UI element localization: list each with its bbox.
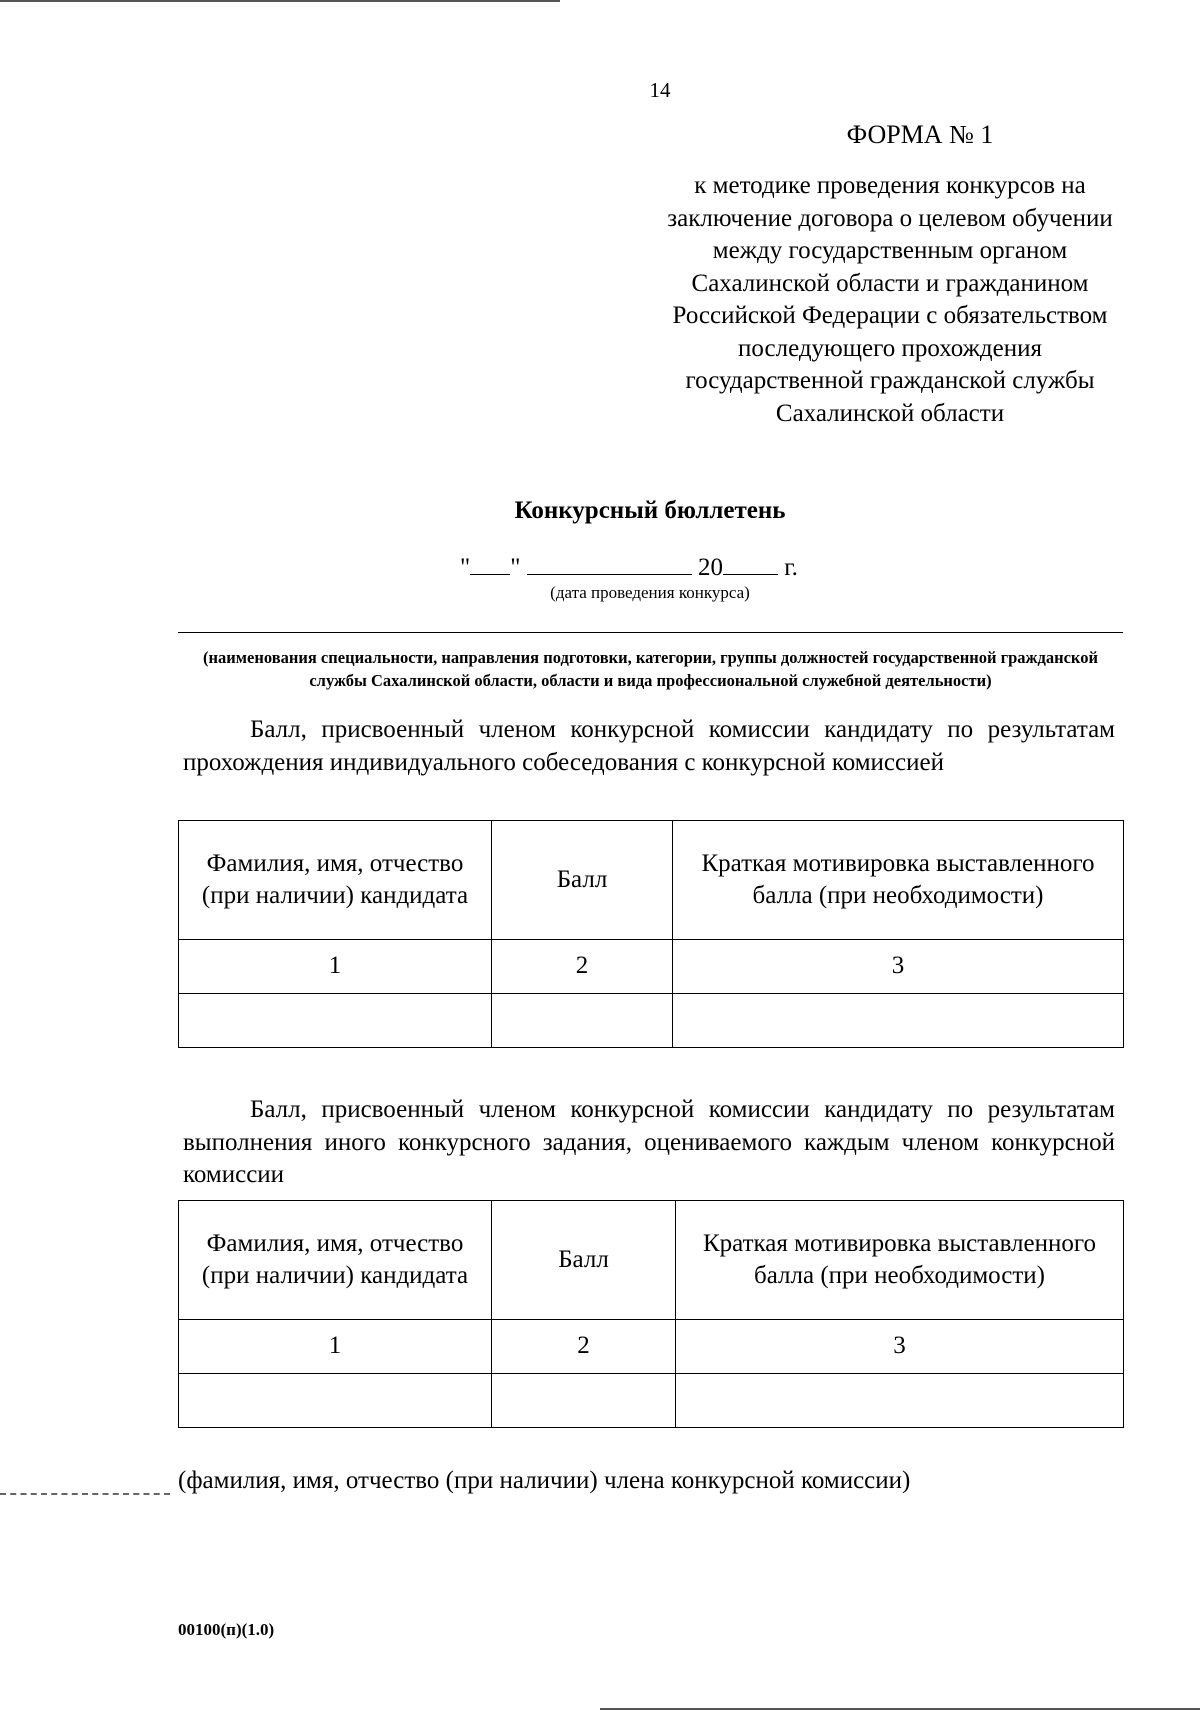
column-number: 2 <box>492 940 673 994</box>
subtitle-line: Сахалинской области и гражданином <box>691 269 1089 297</box>
subtitle-line: государственной гражданской службы <box>685 367 1095 394</box>
subtitle-line: последующего прохождения <box>738 334 1042 362</box>
table-row <box>179 1374 1124 1428</box>
signature-blank-line[interactable] <box>0 1493 170 1495</box>
document-code: 00100(п)(1.0) <box>178 1620 275 1639</box>
score-cell[interactable] <box>492 1374 676 1428</box>
header-motivation: Краткая мотивировка выставленного балла (при необходимости) <box>673 821 1124 940</box>
motivation-cell[interactable] <box>673 994 1124 1048</box>
section1-paragraph: Балл, присвоенный членом конкурсной комиссии кандидату по результатам прохождения индивидуального собеседования с конкурсной комиссией <box>183 716 1115 776</box>
table-header-row <box>179 821 1124 940</box>
column-number: 1 <box>179 940 492 994</box>
year-suffix: г. <box>784 554 798 581</box>
column-number: 1 <box>179 1320 492 1374</box>
task-score-table <box>178 1200 1124 1428</box>
subtitle-line: к методике проведения конкурсов на <box>694 172 1086 199</box>
bottom-scan-border <box>600 1708 1200 1710</box>
section2-paragraph: Балл, присвоенный членом конкурсной комиссии кандидату по результатам выполнения иного конкурсного задания, оцениваемого каждым членом конкурсной комиссии <box>183 1096 1115 1188</box>
column-number: 3 <box>673 940 1124 994</box>
document-title: Конкурсный бюллетень <box>514 497 786 524</box>
subtitle-line: Российской Федерации с обязательством <box>672 302 1108 329</box>
page-number: 14 <box>649 78 671 102</box>
subtitle-line: заключение договора о целевом обучении <box>667 204 1113 232</box>
table-number-row <box>179 1320 1124 1374</box>
day-blank[interactable] <box>470 552 510 575</box>
header-score: Балл <box>492 821 673 940</box>
table-number-row <box>179 940 1124 994</box>
year-blank[interactable] <box>723 552 778 575</box>
header-score: Балл <box>492 1201 676 1320</box>
subtitle-line: Сахалинской области <box>775 399 1005 427</box>
subtitle-line: между государственным органом <box>712 237 1068 264</box>
header-candidate-name: Фамилия, имя, отчество (при наличии) кандидата <box>179 821 492 940</box>
specialty-caption: (наименования специальности, направления подготовки, категории, группы должностей государственной гражданской службы Сахалинской области, области и вида профессиональной служебной деятельности) <box>203 648 1098 690</box>
form-label: ФОРМА № 1 <box>846 120 994 149</box>
close-quote: " <box>510 554 521 581</box>
table-header-row <box>179 1201 1124 1320</box>
column-number: 2 <box>492 1320 676 1374</box>
top-scan-border <box>0 0 560 2</box>
candidate-name-cell[interactable] <box>179 994 492 1048</box>
signature-caption: (фамилия, имя, отчество (при наличии) члена конкурсной комиссии) <box>178 1467 911 1494</box>
motivation-cell[interactable] <box>676 1374 1124 1428</box>
open-quote: " <box>460 554 471 581</box>
score-cell[interactable] <box>492 994 673 1048</box>
appendix-subtitle <box>620 170 1160 430</box>
header-candidate-name: Фамилия, имя, отчество (при наличии) кандидата <box>179 1201 492 1320</box>
interview-score-table <box>178 820 1124 1048</box>
year-prefix: 20 <box>697 554 723 581</box>
specialty-blank-line[interactable] <box>178 632 1123 633</box>
column-number: 3 <box>676 1320 1124 1374</box>
table-row <box>179 994 1124 1048</box>
header-motivation: Краткая мотивировка выставленного балла (при необходимости) <box>676 1201 1124 1320</box>
date-field <box>460 552 850 582</box>
month-blank[interactable] <box>527 552 692 575</box>
date-caption: (дата проведения конкурса) <box>550 583 750 602</box>
candidate-name-cell[interactable] <box>179 1374 492 1428</box>
